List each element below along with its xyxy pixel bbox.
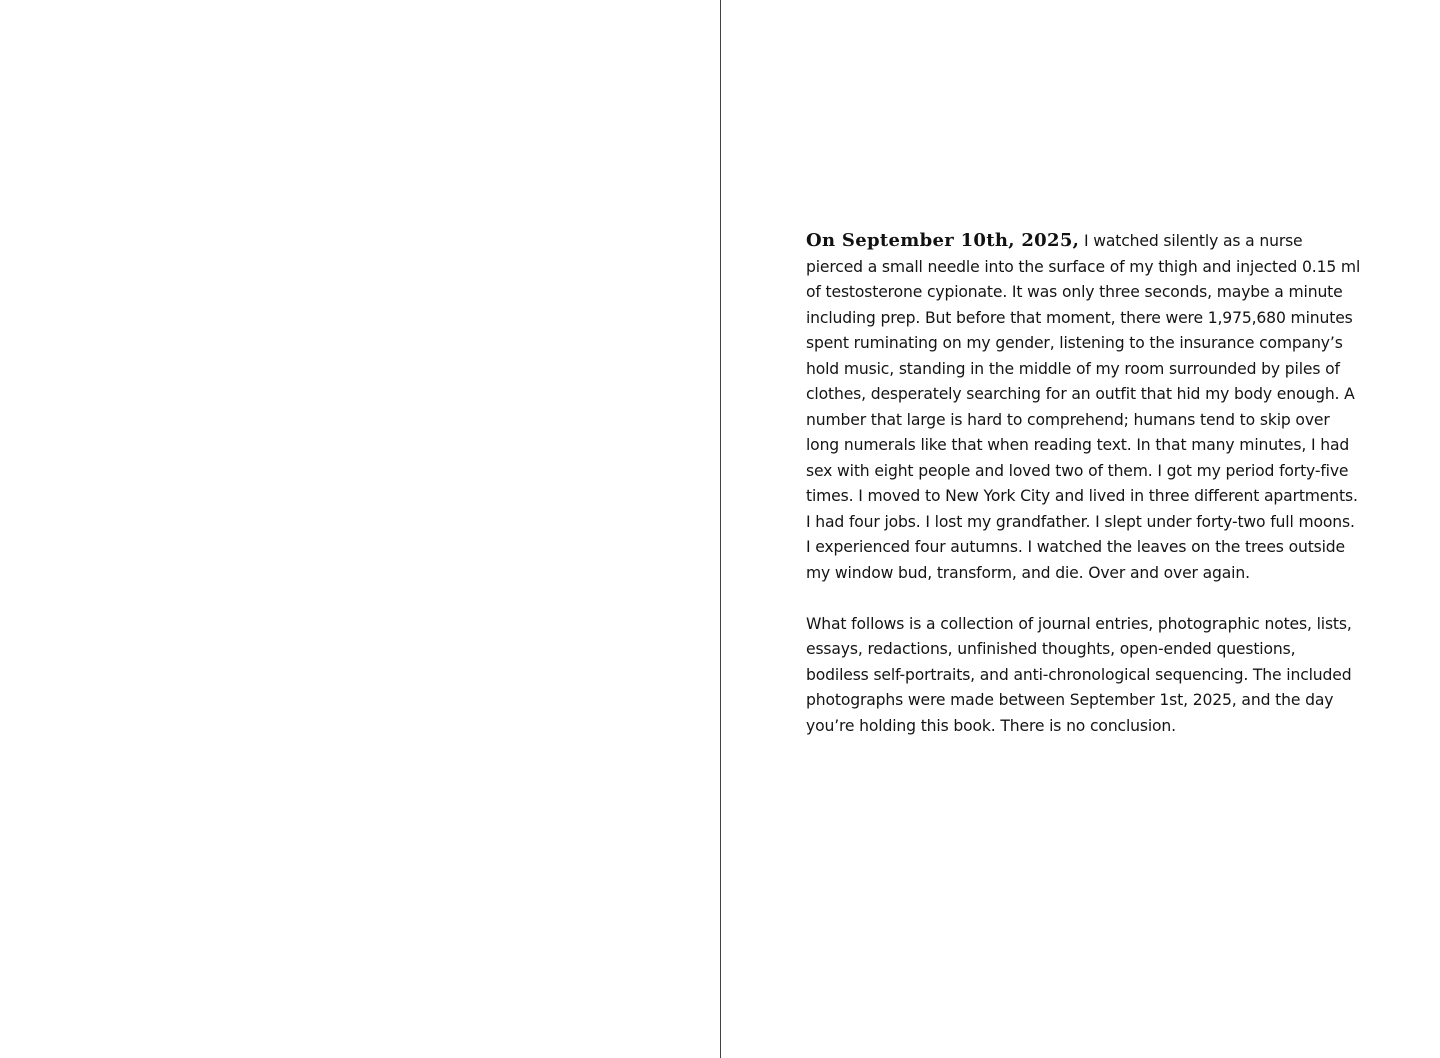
paragraph-intro (806, 228, 1361, 586)
lead-in-date: On September 10th, 2025, (806, 230, 1080, 251)
body-text (806, 228, 1361, 739)
paragraph-intro-text: I watched silently as a nurse pierced a small needle into the surface of my thigh and injected 0.15 ml of testosterone cypionate. It was only three seconds, maybe a minute including prep. But before that moment, there were 1,975,680 minutes spent ruminating on my gender, listening to the insurance company’s hold music, standing in the middle of my room surrounded by piles of clothes, desperately searching for an outfit that hid my body enough. A number that large is hard to comprehend; humans tend to skip over long numerals like that when reading text. In that many minutes, I had sex with eight people and loved two of them. I got my period forty-five times. I moved to New York City and lived in three different apartments. I had four jobs. I lost my grandfather. I slept under forty-two full moons. I experienced four autumns. I watched the leaves on the trees outside my window bud, transform, and die. Over and over again. (806, 232, 1361, 582)
right-page (721, 0, 1440, 1058)
paragraph-contents: What follows is a collection of journal entries, photographic notes, lists, essays, redactions, unfinished thoughts, open-ended questions, bodiless self-portraits, and anti-chronological sequencing. The included photographs were made between September 1st, 2025, and the day you’re holding this book. There is no conclusion. (806, 614, 1352, 735)
